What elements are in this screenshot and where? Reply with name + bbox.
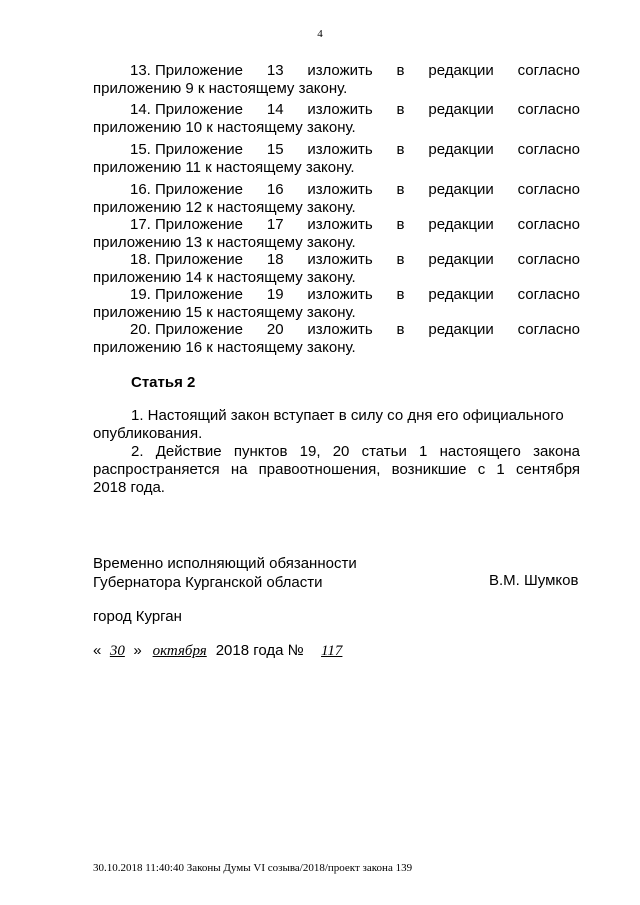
article-heading: Статья 2	[131, 374, 196, 391]
handwritten-day: 30	[109, 643, 125, 659]
handwritten-month: октября	[152, 643, 207, 659]
list-item: 18. Приложение 18 изложить в редакции согласно приложению 14 к настоящему закону.	[93, 251, 580, 286]
page-number: 4	[317, 28, 323, 40]
city: город Курган	[93, 608, 182, 625]
list-item: 17. Приложение 17 изложить в редакции согласно приложению 13 к настоящему закону.	[93, 216, 580, 251]
list-item: 19. Приложение 19 изложить в редакции согласно приложению 15 к настоящему закону.	[93, 286, 580, 321]
article-paragraph-2: 2. Действие пунктов 19, 20 статьи 1 настоящего закона распространяется на правоотношения, возникшие с 1 сентября 2018 года.	[93, 443, 580, 496]
footer: 30.10.2018 11:40:40 Законы Думы VI созыва/2018/проект закона 139	[93, 862, 413, 874]
list-item: 15. Приложение 15 изложить в редакции согласно приложению 11 к настоящему закону.	[93, 141, 580, 176]
list-item: 20. Приложение 20 изложить в редакции согласно приложению 16 к настоящему закону.	[93, 321, 580, 356]
date-line: « 30 » октября 2018 года № 117	[93, 642, 356, 660]
handwritten-number: 117	[321, 643, 343, 659]
list-item: 14. Приложение 14 изложить в редакции согласно приложению 10 к настоящему закону.	[93, 101, 580, 136]
list-item: 13. Приложение 13 изложить в редакции согласно приложению 9 к настоящему закону.	[93, 62, 580, 97]
list-item: 16. Приложение 16 изложить в редакции согласно приложению 12 к настоящему закону.	[93, 181, 580, 216]
article-paragraph-1: 1. Настоящий закон вступает в силу со дня его официального опубликования.	[93, 407, 564, 442]
signature-title: Временно исполняющий обязанности Губернатора Курганской области	[93, 555, 357, 591]
signature-name: В.М. Шумков	[489, 572, 579, 589]
